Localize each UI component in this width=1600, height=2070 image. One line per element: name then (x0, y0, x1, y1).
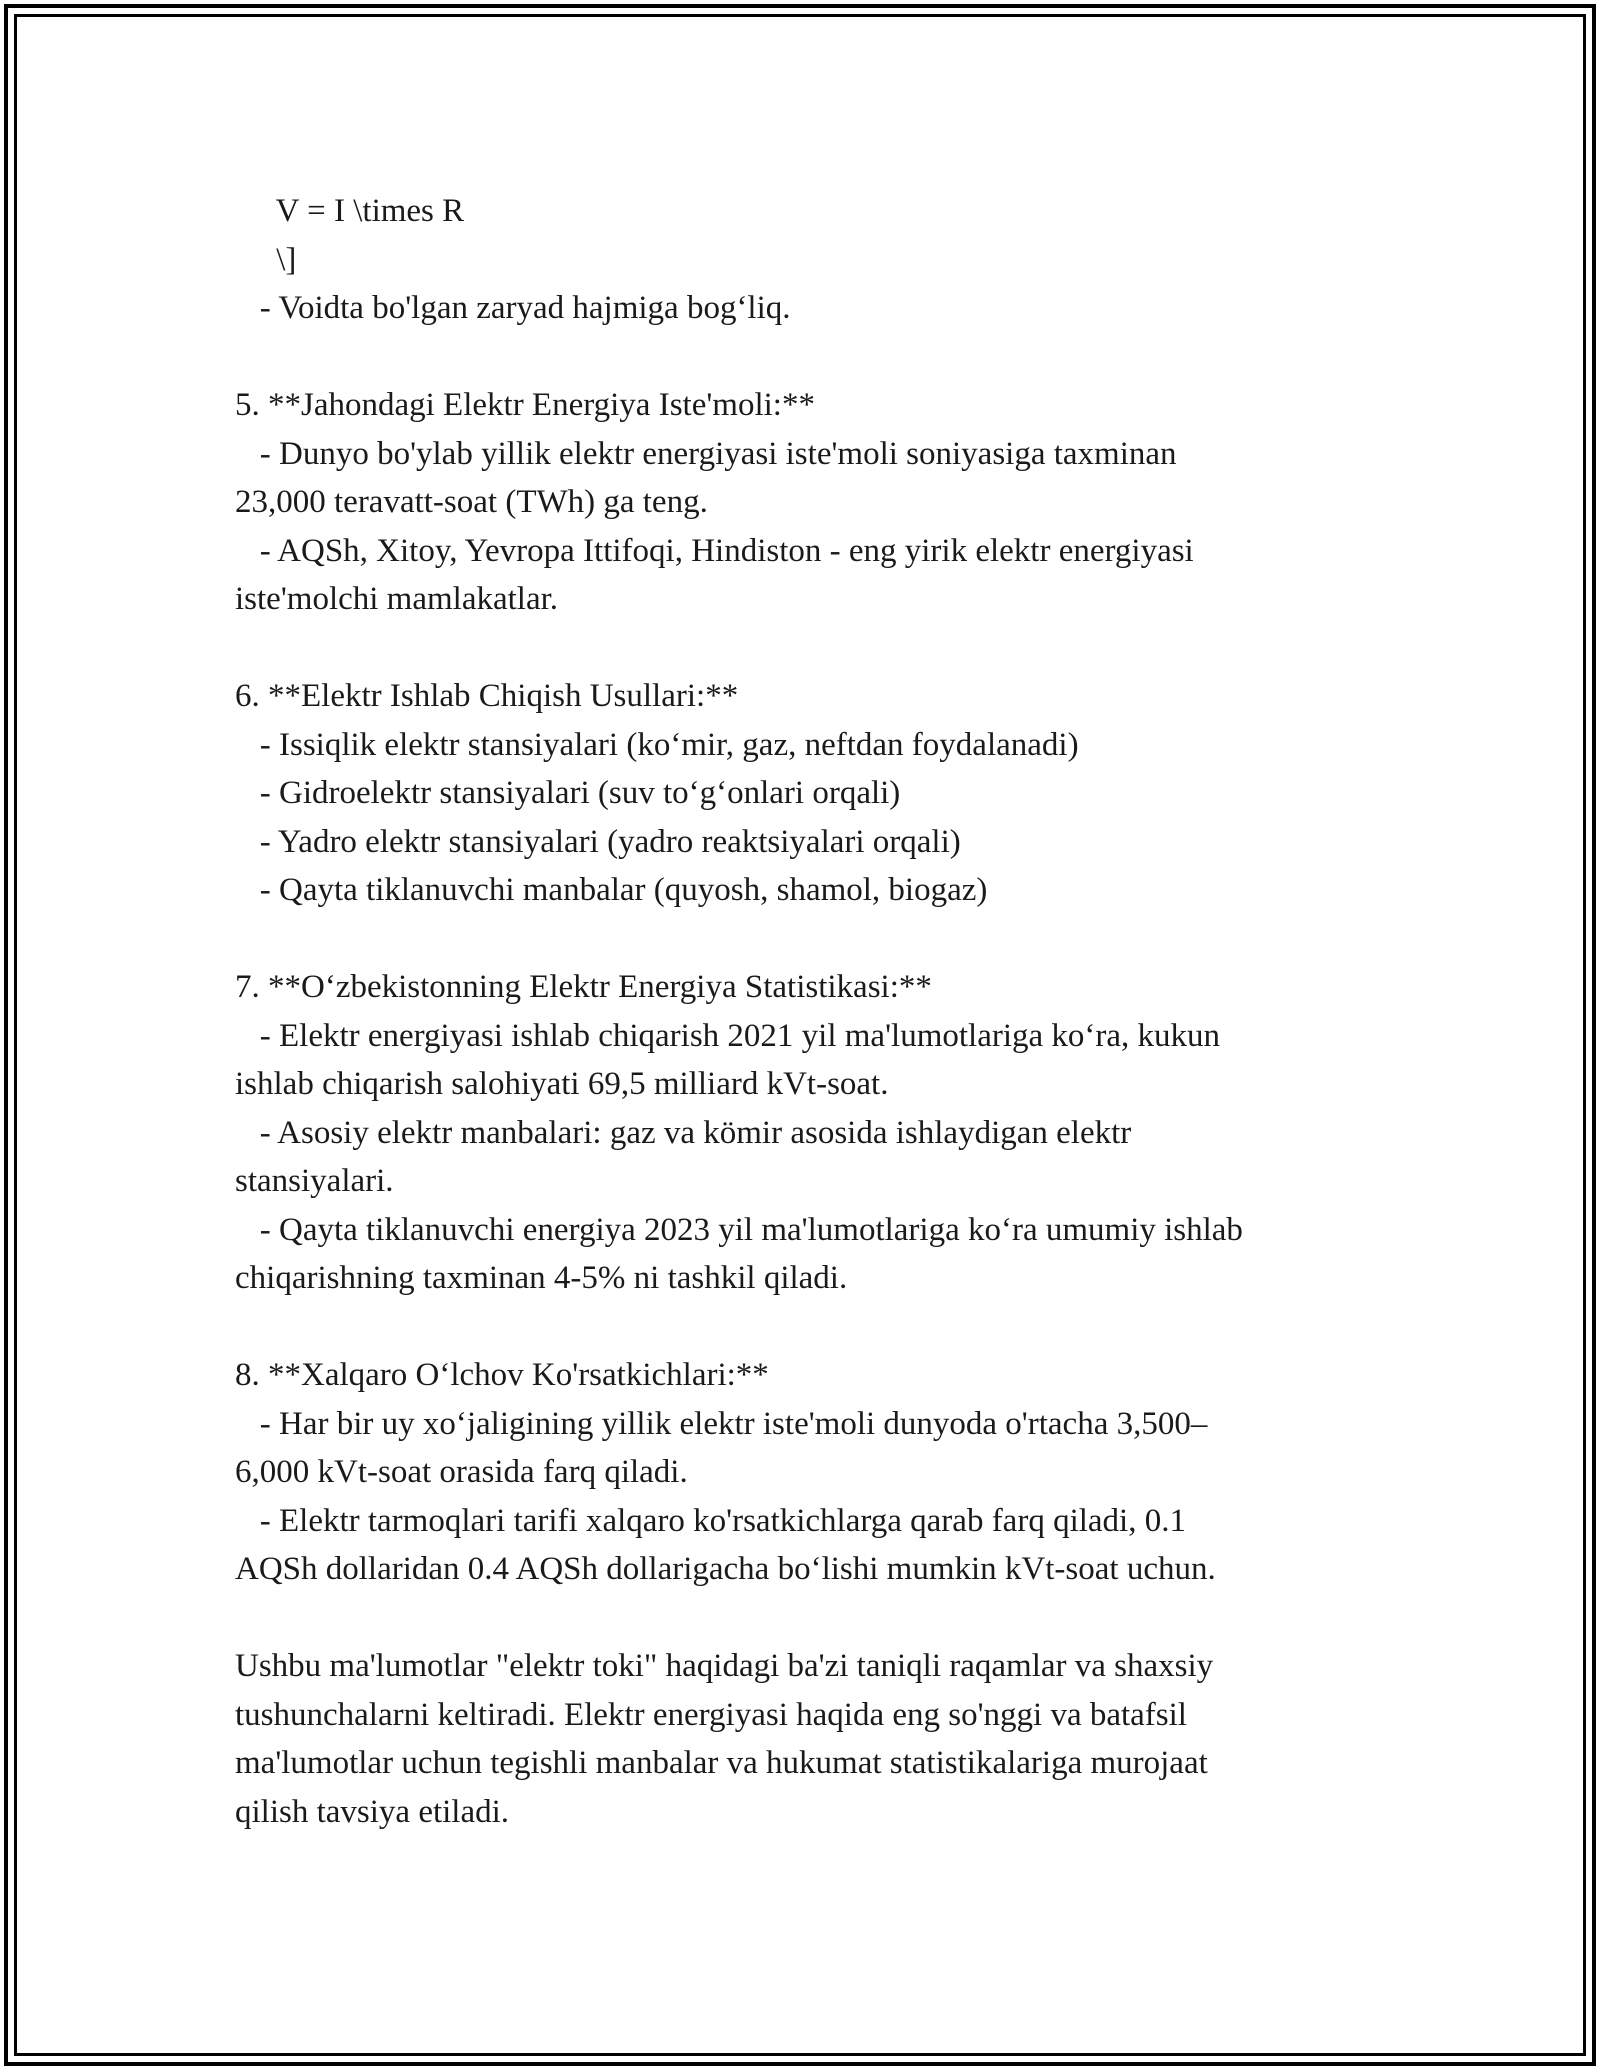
section-heading-8: 8. **Xalqaro O‘lchov Ko'rsatkichlari:** (235, 1357, 769, 1393)
formula-line: V = I \times R (235, 193, 465, 229)
section-7-line: - Qayta tiklanuvchi energiya 2023 yil ma'lumotlariga ko‘ra umumiy ishlab (235, 1211, 1243, 1248)
section-7-line: ishlab chiqarish salohiyati 69,5 milliard kVt-soat. (235, 1066, 889, 1102)
section-5-line: iste'molchi mamlakatlar. (235, 581, 559, 617)
formula-closing-bracket: \] (235, 241, 297, 278)
conclusion-line: qilish tavsiya etiladi. (235, 1793, 510, 1830)
formula-note: - Voidta bo'lgan zaryad hajmiga bog‘liq. (235, 290, 791, 326)
conclusion-line: ma'lumotlar uchun tegishli manbalar va hukumat statistikalariga murojaat (235, 1745, 1208, 1781)
section-7-line: - Elektr energiyasi ishlab chiqarish 2021 yil ma'lumotlariga ko‘ra, kukun (235, 1017, 1221, 1054)
conclusion-line: Ushbu ma'lumotlar "elektr toki" haqidagi ba'zi taniqli raqamlar va shaxsiy (235, 1648, 1214, 1684)
section-5-line: - Dunyo bo'ylab yillik elektr energiyasi iste'moli soniyasiga taxminan (235, 435, 1177, 472)
document-body (235, 187, 1385, 1836)
section-7-line: chiqarishning taxminan 4-5% ni tashkil qiladi. (235, 1260, 848, 1296)
section-6-line: - Yadro elektr stansiyalari (yadro reaktsiyalari orqali) (235, 823, 961, 860)
section-5-line: - AQSh, Xitoy, Yevropa Ittifoqi, Hindiston - eng yirik elektr energiyasi (235, 532, 1194, 569)
section-8-line: - Elektr tarmoqlari tarifi xalqaro ko'rsatkichlarga qarab farq qiladi, 0.1 (235, 1502, 1186, 1539)
section-8-line: 6,000 kVt-soat orasida farq qiladi. (235, 1454, 688, 1490)
section-7-line: - Asosiy elektr manbalari: gaz va kömir asosida ishlaydigan elektr (235, 1114, 1132, 1151)
section-8-line: - Har bir uy xo‘jaligining yillik elektr iste'moli dunyoda o'rtacha 3,500– (235, 1405, 1208, 1442)
section-5-line: 23,000 teravatt-soat (TWh) ga teng. (235, 484, 708, 520)
section-6-line: - Qayta tiklanuvchi manbalar (quyosh, shamol, biogaz) (235, 872, 988, 908)
section-heading-6: 6. **Elektr Ishlab Chiqish Usullari:** (235, 678, 739, 714)
section-8-line: AQSh dollaridan 0.4 AQSh dollarigacha bo‘lishi mumkin kVt-soat uchun. (235, 1551, 1216, 1587)
section-6-line: - Gidroelektr stansiyalari (suv to‘g‘onlari orqali) (235, 775, 901, 811)
section-6-line: - Issiqlik elektr stansiyalari (ko‘mir, gaz, neftdan foydalanadi) (235, 726, 1079, 763)
section-heading-5: 5. **Jahondagi Elektr Energiya Iste'moli:** (235, 387, 815, 423)
conclusion-line: tushunchalarni keltiradi. Elektr energiyasi haqida eng so'nggi va batafsil (235, 1696, 1187, 1733)
section-heading-7: 7. **O‘zbekistonning Elektr Energiya Statistikasi:** (235, 969, 932, 1005)
section-7-line: stansiyalari. (235, 1163, 394, 1199)
